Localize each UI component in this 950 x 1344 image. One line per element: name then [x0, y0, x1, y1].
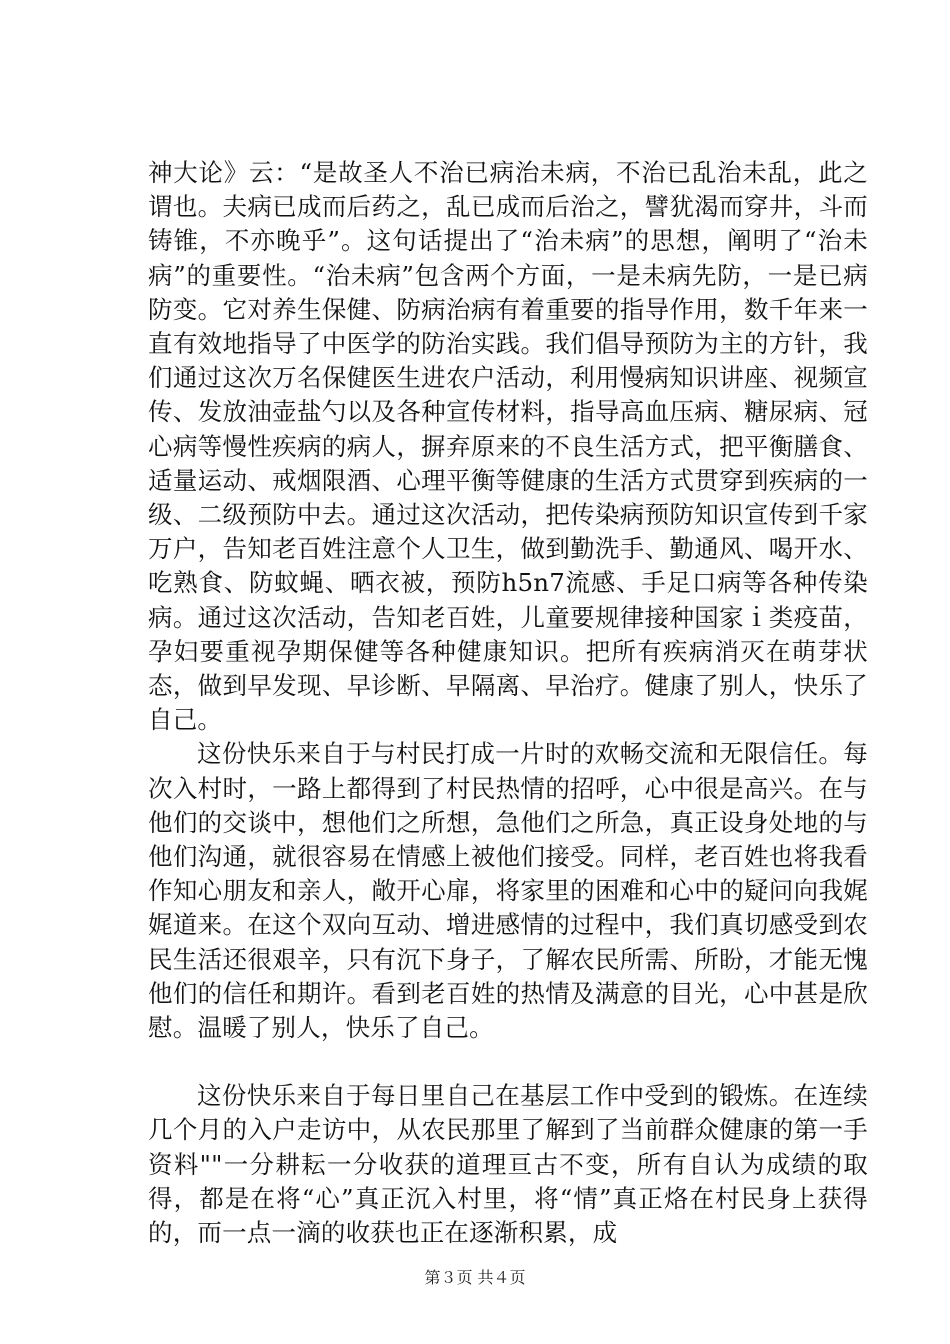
- body-text: [148, 156, 868, 1250]
- paragraph-villager-trust: 这份快乐来自于与村民打成一片时的欢畅交流和无限信任。每次入村时，一路上都得到了村民热情的招呼，心中很是高兴。在与他们的交谈中，想他们之所想，急他们之所急，真正设身处地的与他们沟通，就很容易在情感上被他们接受。同样，老百姓也将我看作知心朋友和亲人，敞开心扉，将家里的困难和心中的疑问向我娓娓道来。在这个双向互动、增进感情的过程中，我们真切感受到农民生活还很艰辛，只有沉下身子，了解农民所需、所盼，才能无愧他们的信任和期许。看到老百姓的热情及满意的目光，心中甚是欣慰。温暖了别人，快乐了自己。: [148, 739, 868, 1043]
- paragraph-grassroots-work: 这份快乐来自于每日里自己在基层工作中受到的锻炼。在连续几个月的入户走访中，从农民那里了解到了当前群众健康的第一手资料""一分耕耘一分收获的道理亘古不变，所有自认为成绩的取得，都是在将“心”真正沉入村里，将“情”真正烙在村民身上获得的，而一点一滴的收获也正在逐渐积累，成: [148, 1081, 868, 1248]
- page-number-footer: 第３页 共４页: [424, 1268, 526, 1287]
- paragraph-zhi-wei-bing: 神大论》云：“是故圣人不治已病治未病，不治已乱治未乱，此之谓也。夫病已成而后药之，乱已成而后治之，譬犹渴而穿井，斗而铸锥，不亦晚乎”。这句话提出了“治未病”的思想，阐明了“治未病”的重要性。“治未病”包含两个方面，一是未病先防，一是已病防变。它对养生保健、防病治病有着重要的指导作用，数千年来一直有效地指导了中医学的防治实践。我们倡导预防为主的方针，我们通过这次万名保健医生进农户活动，利用慢病知识讲座、视频宣传、发放油壶盐勺以及各种宣传材料，指导高血压病、糖尿病、冠心病等慢性疾病的病人，摒弃原来的不良生活方式，把平衡膳食、适量运动、戒烟限酒、心理平衡等健康的生活方式贯穿到疾病的一级、二级预防中去。通过这次活动，把传染病预防知识宣传到千家万户，告知老百姓注意个人卫生，做到勤洗手、勤通风、喝开水、吃熟食、防蚊蝇、晒衣被，预防h5n7流感、手足口病等各种传染病。通过这次活动，告知老百姓，儿童要规律接种国家ｉ类疫苗，孕妇要重视孕期保健等各种健康知识。把所有疾病消灭在萌芽状态，做到早发现、早诊断、早隔离、早治疗。健康了别人，快乐了自己。: [148, 158, 868, 735]
- paragraph-spacer: [148, 1045, 868, 1079]
